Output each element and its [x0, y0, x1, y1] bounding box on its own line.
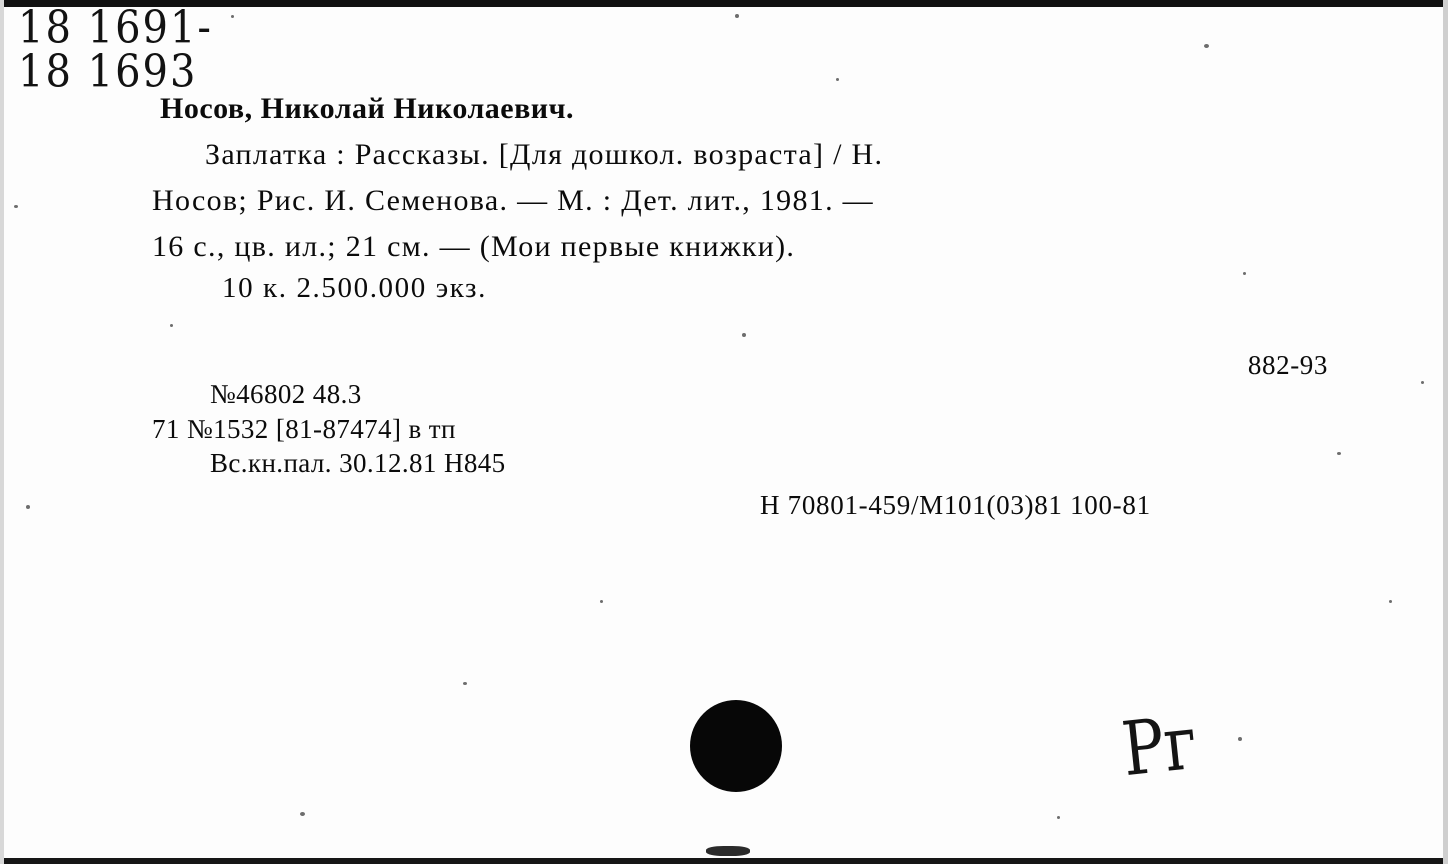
- scan-edge-left: [0, 0, 4, 864]
- imprint-code: Н 70801-459/М101(03)81 100-81: [760, 490, 1151, 520]
- title-line-1: Заплатка : Рассказы. [Для дошкол. возраста] / Н.: [205, 138, 884, 171]
- scan-speck: [1421, 381, 1424, 384]
- scan-speck: [14, 205, 18, 208]
- handwritten-initials: Рг: [1118, 698, 1201, 794]
- price-and-print-run: 10 к. 2.500.000 экз.: [222, 272, 487, 304]
- accession-number-first: 18 1691-: [18, 2, 213, 54]
- scan-edge-top: [0, 0, 1448, 7]
- scan-speck: [26, 505, 30, 509]
- scan-edge-right: [1443, 0, 1448, 864]
- title-line-2: Носов; Рис. И. Семенова. — М. : Дет. лит., 1981. —: [152, 184, 874, 217]
- author-heading: Носов, Николай Николаевич.: [160, 92, 575, 125]
- scan-speck: [463, 682, 467, 685]
- scan-speck: [836, 78, 839, 81]
- scan-speck: [1204, 44, 1209, 48]
- registration-line-3: Вс.кн.пал. 30.12.81 Н845: [210, 448, 506, 478]
- scan-speck: [300, 812, 305, 816]
- scan-speck: [1238, 737, 1242, 741]
- registration-line-2: 71 №1532 [81-87474] в тп: [152, 414, 456, 444]
- scan-speck: [170, 324, 173, 327]
- scan-speck: [1337, 452, 1341, 455]
- registration-line-1: №46802 48.3: [210, 379, 362, 409]
- title-line-3: 16 с., цв. ил.; 21 см. — (Мои первые книжки).: [152, 230, 796, 263]
- ink-dot-mark: [690, 700, 782, 792]
- scan-speck: [1243, 272, 1246, 275]
- scan-edge-bottom: [0, 858, 1448, 864]
- scan-speck: [1389, 600, 1392, 603]
- accession-number-second: 18 1693: [18, 46, 198, 98]
- bottom-smudge-mark: [706, 846, 750, 856]
- scan-speck: [600, 600, 603, 603]
- scan-speck: [1057, 816, 1060, 819]
- classification-code: 882-93: [1247, 350, 1328, 380]
- scan-speck: [742, 333, 746, 337]
- scan-speck: [735, 14, 739, 18]
- scan-speck: [231, 15, 234, 18]
